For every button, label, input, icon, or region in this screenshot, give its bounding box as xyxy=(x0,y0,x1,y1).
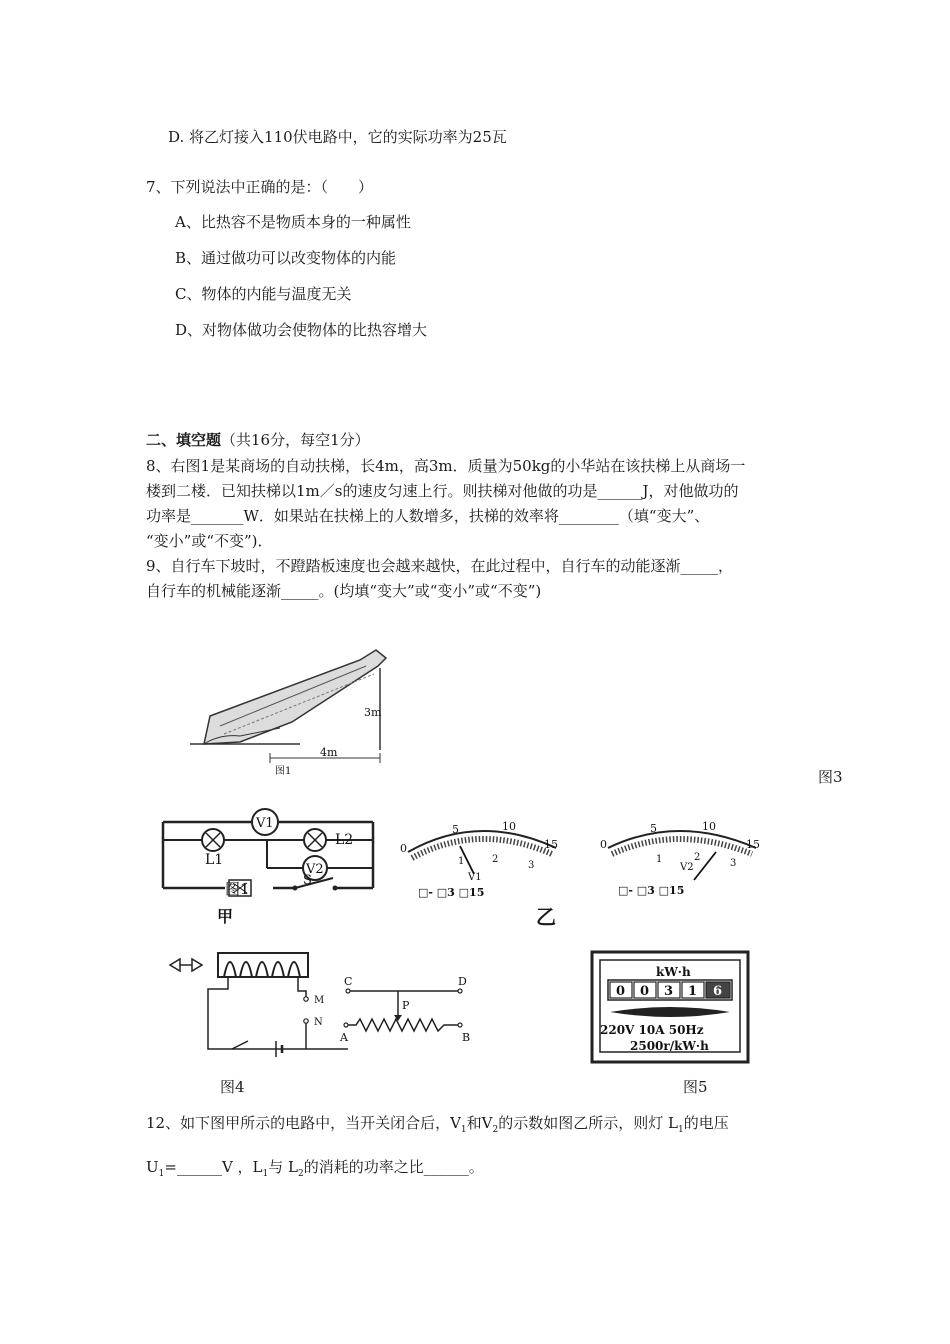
q12-line2 xyxy=(146,1158,484,1180)
fig4-label-d: D xyxy=(458,975,467,988)
q12-line2-c: 与 L xyxy=(268,1158,298,1176)
meter1-bot-1: 1 xyxy=(458,856,465,867)
meter2-bot-1: 1 xyxy=(656,854,663,865)
meter1-bot-2: 2 xyxy=(492,854,499,865)
fig3-label: 图3 xyxy=(818,768,843,786)
meter1-name: V1 xyxy=(468,872,482,883)
meter2-top-5: 5 xyxy=(650,822,657,835)
q12-line1-c: 的示数如图乙所示，则灯 L xyxy=(498,1114,678,1132)
fig4-label-p: P xyxy=(402,999,410,1012)
meter-digit-1: 0 xyxy=(616,984,626,999)
section-note: （共16分，每空1分） xyxy=(221,431,370,449)
v2-label: V2 xyxy=(306,862,324,877)
switch-label: S xyxy=(303,873,312,888)
fig4-caption: 图4 xyxy=(220,1078,245,1096)
meter2-bot-3: 3 xyxy=(730,858,737,869)
q12-line1-b: 和V xyxy=(466,1114,493,1132)
q12-sub-l2: 2 xyxy=(298,1169,304,1179)
q12-sub-v1: 1 xyxy=(460,1125,467,1135)
meter2-bot-2: 2 xyxy=(694,852,701,863)
q7-option-b: B、通过做功可以改变物体的内能 xyxy=(175,249,397,267)
q7-option-c: C、物体的内能与温度无关 xyxy=(175,285,352,303)
fig5-caption: 图5 xyxy=(683,1078,708,1096)
q12-sub-l1b: 1 xyxy=(262,1169,269,1179)
q9-line1: 9、自行车下坡时，不蹬踏板速度也会越来越快，在此过程中，自行车的动能逐渐_____， xyxy=(146,557,734,575)
q12-sub-l1: 1 xyxy=(677,1125,684,1135)
meter-constant: 2500r/kW·h xyxy=(630,1039,709,1053)
fig4-label-b: B xyxy=(462,1031,471,1044)
q12-line1-a: 12、如下图甲所示的电路中，当开关闭合后，V xyxy=(146,1114,461,1132)
meter2-top-10: 10 xyxy=(702,820,716,833)
meter-digit-5: 6 xyxy=(713,984,723,999)
l2-label: L2 xyxy=(335,832,354,848)
voltmeter-1-dial xyxy=(398,818,568,908)
q7-option-d: D、对物体做功会使物体的比热容增大 xyxy=(175,321,428,339)
circuit-diagram xyxy=(155,792,385,932)
q8-line4: “变小”或“不变”)． xyxy=(146,532,273,550)
meter1-top-0: 0 xyxy=(400,842,407,855)
section-heading xyxy=(146,431,370,449)
q12-line2-b: =______V ，L xyxy=(164,1158,263,1176)
fig4-label-n: N xyxy=(314,1017,323,1028)
meter1-bot-3: 3 xyxy=(528,860,535,871)
meter-digit-4: 1 xyxy=(688,984,698,999)
q9-line2: 自行车的机械能逐渐_____。(均填“变大”或“变小”或“不变”) xyxy=(146,582,542,600)
q6-option-d: D. 将乙灯接入110伏电路中，它的实际功率为25瓦 xyxy=(168,128,507,146)
q12-sub-u1: 1 xyxy=(158,1169,165,1179)
q12-line1-d: 的电压 xyxy=(683,1114,729,1132)
q12-sub-v2: 2 xyxy=(492,1125,499,1135)
meter1-top-15: 15 xyxy=(544,838,558,851)
meter-digit-3: 3 xyxy=(664,984,674,999)
q7-option-a: A、比热容不是物质本身的一种属性 xyxy=(175,213,411,231)
section-title: 二、填空题 xyxy=(146,431,222,449)
fig4-label-c: C xyxy=(344,975,353,988)
q7-stem: 7、下列说法中正确的是：（ ） xyxy=(146,178,374,196)
meter1-top-5: 5 xyxy=(452,823,459,836)
fig4-label-a: A xyxy=(340,1031,348,1044)
meter-rating: 220V 10A 50Hz xyxy=(600,1023,704,1037)
jia-label: 甲 xyxy=(217,907,234,926)
escalator-figure xyxy=(180,638,410,778)
escalator-height-label: 3m xyxy=(364,706,382,719)
q8-line1: 8、右图1是某商场的自动扶梯，长4m，高3m．质量为50kg的小华站在该扶梯上从商场一 xyxy=(146,457,746,475)
meter2-top-15: 15 xyxy=(746,838,760,851)
q12-line2-a: U xyxy=(146,1158,159,1176)
escalator-caption: 图1 xyxy=(275,766,292,777)
meter-digit-2: 0 xyxy=(640,984,650,999)
v1-label: V1 xyxy=(256,816,274,831)
q12-line1 xyxy=(146,1114,729,1136)
escalator-length-label: 4m xyxy=(320,746,338,759)
yi-label: 乙 xyxy=(536,905,556,929)
meter2-name: V2 xyxy=(680,862,694,873)
coil-rheostat-figure xyxy=(168,945,478,1065)
voltmeter-2-dial xyxy=(598,818,768,908)
l1-label: L1 xyxy=(205,852,224,868)
meter2-top-0: 0 xyxy=(600,838,607,851)
meter1-terminals: □- □3 □15 xyxy=(418,886,485,899)
q12-line2-d: 的消耗的功率之比______。 xyxy=(303,1158,484,1176)
fig4-label-m: M xyxy=(314,995,325,1006)
electricity-meter-figure xyxy=(590,950,752,1065)
q8-line2: 楼到二楼．已知扶梯以1m／s的速皮匀速上行。则扶梯对他做的功是______J，对他做功的 xyxy=(146,482,739,500)
meter1-top-10: 10 xyxy=(502,820,516,833)
circuit-caption: 图1 xyxy=(225,880,250,898)
meter-unit: kW·h xyxy=(656,965,691,979)
meter2-terminals: □- □3 □15 xyxy=(618,884,685,897)
q8-line3: 功率是_______W．如果站在扶梯上的人数增多，扶梯的效率将________（填“变大”、 xyxy=(146,507,710,525)
